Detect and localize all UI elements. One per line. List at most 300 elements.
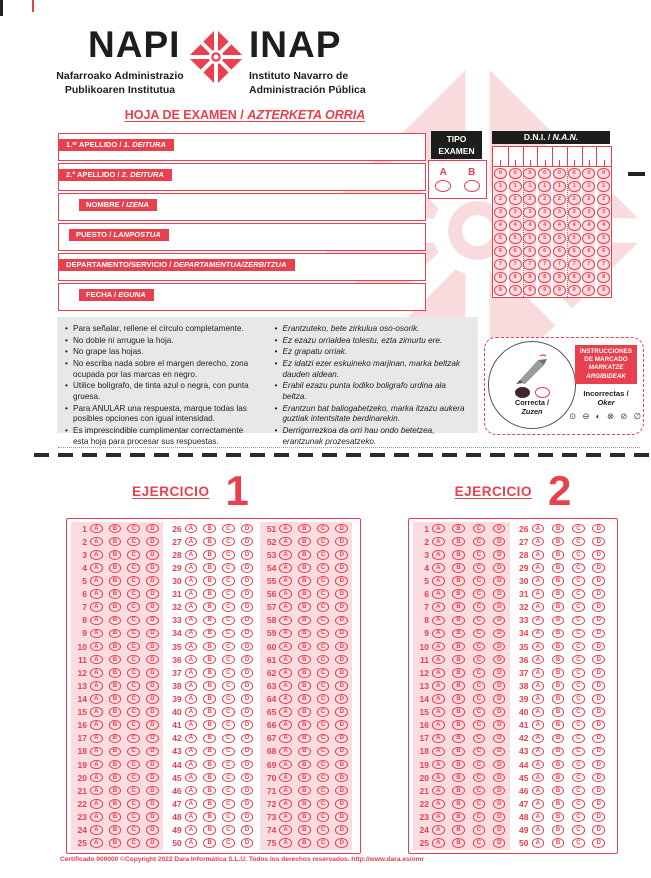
- answer-bubble-q10-D[interactable]: D: [493, 642, 506, 652]
- answer-bubble-q23-A[interactable]: A: [90, 812, 103, 822]
- dni-bubble-col4-digit1[interactable]: 1: [538, 181, 551, 192]
- answer-bubble-q27-B[interactable]: B: [203, 537, 216, 547]
- answer-bubble-q26-D[interactable]: D: [241, 524, 254, 534]
- answer-bubble-q46-C[interactable]: C: [572, 786, 585, 796]
- answer-bubble-q27-A[interactable]: A: [185, 537, 198, 547]
- answer-bubble-q5-A[interactable]: A: [90, 576, 103, 586]
- dni-bubble-col8-digit6[interactable]: 6: [597, 246, 610, 257]
- answer-bubble-q68-D[interactable]: D: [335, 747, 348, 757]
- dni-write-cell-5[interactable]: [552, 147, 567, 166]
- answer-bubble-q5-A[interactable]: A: [432, 576, 445, 586]
- answer-bubble-q69-A[interactable]: A: [279, 760, 292, 770]
- answer-bubble-q45-B[interactable]: B: [552, 773, 565, 783]
- dni-bubble-col5-digit4[interactable]: 4: [553, 220, 566, 231]
- tipo-bubble-B[interactable]: [464, 180, 480, 192]
- dni-write-cell-6[interactable]: [567, 147, 582, 166]
- answer-bubble-q2-D[interactable]: D: [146, 537, 159, 547]
- dni-bubble-col5-digit6[interactable]: 6: [553, 246, 566, 257]
- answer-bubble-q65-B[interactable]: B: [298, 707, 311, 717]
- answer-bubble-q40-A[interactable]: A: [532, 707, 545, 717]
- dni-bubble-col4-digit4[interactable]: 4: [538, 220, 551, 231]
- answer-bubble-q51-D[interactable]: D: [335, 524, 348, 534]
- answer-bubble-q67-A[interactable]: A: [279, 734, 292, 744]
- answer-bubble-q59-C[interactable]: C: [317, 629, 330, 639]
- answer-bubble-q10-C[interactable]: C: [127, 642, 140, 652]
- answer-bubble-q29-B[interactable]: B: [552, 563, 565, 573]
- dni-bubble-col2-digit5[interactable]: 5: [509, 233, 522, 244]
- answer-bubble-q18-D[interactable]: D: [493, 747, 506, 757]
- dni-bubble-col4-digit7[interactable]: 7: [538, 259, 551, 270]
- answer-bubble-q32-D[interactable]: D: [592, 602, 605, 612]
- dni-bubble-col4-digit6[interactable]: 6: [538, 246, 551, 257]
- answer-bubble-q61-C[interactable]: C: [317, 655, 330, 665]
- answer-bubble-q4-A[interactable]: A: [432, 563, 445, 573]
- answer-bubble-q50-C[interactable]: C: [572, 838, 585, 848]
- answer-bubble-q73-A[interactable]: A: [279, 812, 292, 822]
- answer-bubble-q52-A[interactable]: A: [279, 537, 292, 547]
- answer-bubble-q62-A[interactable]: A: [279, 668, 292, 678]
- answer-bubble-q62-B[interactable]: B: [298, 668, 311, 678]
- answer-bubble-q7-B[interactable]: B: [109, 602, 122, 612]
- answer-bubble-q25-D[interactable]: D: [493, 838, 506, 848]
- answer-bubble-q53-B[interactable]: B: [298, 550, 311, 560]
- answer-bubble-q4-C[interactable]: C: [127, 563, 140, 573]
- answer-bubble-q50-D[interactable]: D: [592, 838, 605, 848]
- answer-bubble-q51-C[interactable]: C: [317, 524, 330, 534]
- answer-bubble-q70-C[interactable]: C: [317, 773, 330, 783]
- answer-bubble-q13-A[interactable]: A: [90, 681, 103, 691]
- answer-bubble-q38-A[interactable]: A: [185, 681, 198, 691]
- answer-bubble-q7-C[interactable]: C: [127, 602, 140, 612]
- answer-bubble-q21-D[interactable]: D: [493, 786, 506, 796]
- answer-bubble-q52-B[interactable]: B: [298, 537, 311, 547]
- answer-bubble-q31-B[interactable]: B: [203, 589, 216, 599]
- answer-bubble-q37-D[interactable]: D: [241, 668, 254, 678]
- answer-bubble-q20-B[interactable]: B: [109, 773, 122, 783]
- answer-bubble-q17-A[interactable]: A: [90, 734, 103, 744]
- answer-bubble-q50-B[interactable]: B: [552, 838, 565, 848]
- answer-bubble-q15-C[interactable]: C: [127, 707, 140, 717]
- answer-bubble-q62-C[interactable]: C: [317, 668, 330, 678]
- answer-bubble-q23-D[interactable]: D: [146, 812, 159, 822]
- answer-bubble-q28-C[interactable]: C: [572, 550, 585, 560]
- answer-bubble-q25-D[interactable]: D: [146, 838, 159, 848]
- answer-bubble-q43-D[interactable]: D: [592, 747, 605, 757]
- answer-bubble-q42-C[interactable]: C: [572, 734, 585, 744]
- answer-bubble-q31-B[interactable]: B: [552, 589, 565, 599]
- dni-bubble-col1-digit8[interactable]: 8: [494, 272, 507, 283]
- answer-bubble-q5-B[interactable]: B: [452, 576, 465, 586]
- answer-bubble-q65-A[interactable]: A: [279, 707, 292, 717]
- answer-bubble-q33-D[interactable]: D: [241, 616, 254, 626]
- answer-bubble-q15-C[interactable]: C: [473, 707, 486, 717]
- answer-bubble-q26-C[interactable]: C: [572, 524, 585, 534]
- answer-bubble-q33-B[interactable]: B: [203, 616, 216, 626]
- answer-bubble-q38-A[interactable]: A: [532, 681, 545, 691]
- answer-bubble-q47-A[interactable]: A: [185, 799, 198, 809]
- answer-bubble-q21-D[interactable]: D: [146, 786, 159, 796]
- answer-bubble-q8-B[interactable]: B: [452, 616, 465, 626]
- answer-bubble-q28-A[interactable]: A: [185, 550, 198, 560]
- answer-bubble-q26-C[interactable]: C: [222, 524, 235, 534]
- answer-bubble-q7-B[interactable]: B: [452, 602, 465, 612]
- answer-bubble-q51-B[interactable]: B: [298, 524, 311, 534]
- answer-bubble-q54-A[interactable]: A: [279, 563, 292, 573]
- answer-bubble-q15-B[interactable]: B: [452, 707, 465, 717]
- answer-bubble-q67-C[interactable]: C: [317, 734, 330, 744]
- answer-bubble-q14-C[interactable]: C: [127, 694, 140, 704]
- tipo-bubble-A[interactable]: [435, 180, 451, 192]
- answer-bubble-q71-A[interactable]: A: [279, 786, 292, 796]
- answer-bubble-q3-A[interactable]: A: [90, 550, 103, 560]
- answer-bubble-q49-B[interactable]: B: [552, 825, 565, 835]
- answer-bubble-q23-B[interactable]: B: [109, 812, 122, 822]
- answer-bubble-q55-B[interactable]: B: [298, 576, 311, 586]
- answer-bubble-q54-D[interactable]: D: [335, 563, 348, 573]
- answer-bubble-q49-B[interactable]: B: [203, 825, 216, 835]
- dni-bubble-col3-digit2[interactable]: 2: [523, 194, 536, 205]
- answer-bubble-q34-B[interactable]: B: [552, 629, 565, 639]
- answer-bubble-q18-D[interactable]: D: [146, 747, 159, 757]
- answer-bubble-q48-A[interactable]: A: [185, 812, 198, 822]
- answer-bubble-q63-A[interactable]: A: [279, 681, 292, 691]
- answer-bubble-q30-B[interactable]: B: [552, 576, 565, 586]
- answer-bubble-q5-D[interactable]: D: [146, 576, 159, 586]
- answer-bubble-q3-A[interactable]: A: [432, 550, 445, 560]
- answer-bubble-q8-D[interactable]: D: [493, 616, 506, 626]
- dni-bubble-col4-digit5[interactable]: 5: [538, 233, 551, 244]
- dni-bubble-col2-digit7[interactable]: 7: [509, 259, 522, 270]
- dni-bubble-col5-digit0[interactable]: 0: [553, 168, 566, 179]
- answer-bubble-q35-C[interactable]: C: [572, 642, 585, 652]
- field-input-5[interactable]: [59, 266, 425, 280]
- answer-bubble-q38-D[interactable]: D: [592, 681, 605, 691]
- answer-bubble-q50-C[interactable]: C: [222, 838, 235, 848]
- answer-bubble-q4-B[interactable]: B: [109, 563, 122, 573]
- answer-bubble-q46-A[interactable]: A: [532, 786, 545, 796]
- answer-bubble-q1-C[interactable]: C: [127, 524, 140, 534]
- answer-bubble-q63-C[interactable]: C: [317, 681, 330, 691]
- answer-bubble-q22-C[interactable]: C: [127, 799, 140, 809]
- answer-bubble-q6-B[interactable]: B: [109, 589, 122, 599]
- answer-bubble-q57-C[interactable]: C: [317, 602, 330, 612]
- answer-bubble-q4-C[interactable]: C: [473, 563, 486, 573]
- answer-bubble-q22-D[interactable]: D: [146, 799, 159, 809]
- answer-bubble-q17-C[interactable]: C: [127, 734, 140, 744]
- answer-bubble-q18-A[interactable]: A: [432, 747, 445, 757]
- answer-bubble-q26-B[interactable]: B: [203, 524, 216, 534]
- answer-bubble-q42-A[interactable]: A: [532, 734, 545, 744]
- answer-bubble-q37-A[interactable]: A: [532, 668, 545, 678]
- answer-bubble-q5-C[interactable]: C: [473, 576, 486, 586]
- answer-bubble-q49-A[interactable]: A: [185, 825, 198, 835]
- answer-bubble-q19-C[interactable]: C: [127, 760, 140, 770]
- answer-bubble-q26-A[interactable]: A: [185, 524, 198, 534]
- answer-bubble-q17-C[interactable]: C: [473, 734, 486, 744]
- answer-bubble-q66-B[interactable]: B: [298, 720, 311, 730]
- answer-bubble-q17-B[interactable]: B: [109, 734, 122, 744]
- answer-bubble-q35-D[interactable]: D: [241, 642, 254, 652]
- answer-bubble-q48-D[interactable]: D: [592, 812, 605, 822]
- answer-bubble-q47-C[interactable]: C: [572, 799, 585, 809]
- answer-bubble-q58-D[interactable]: D: [335, 616, 348, 626]
- answer-bubble-q20-B[interactable]: B: [452, 773, 465, 783]
- answer-bubble-q18-C[interactable]: C: [473, 747, 486, 757]
- answer-bubble-q74-D[interactable]: D: [335, 825, 348, 835]
- answer-bubble-q43-D[interactable]: D: [241, 747, 254, 757]
- answer-bubble-q44-A[interactable]: A: [532, 760, 545, 770]
- answer-bubble-q47-B[interactable]: B: [552, 799, 565, 809]
- answer-bubble-q52-D[interactable]: D: [335, 537, 348, 547]
- answer-bubble-q39-B[interactable]: B: [203, 694, 216, 704]
- answer-bubble-q72-C[interactable]: C: [317, 799, 330, 809]
- answer-bubble-q39-B[interactable]: B: [552, 694, 565, 704]
- answer-bubble-q41-D[interactable]: D: [241, 720, 254, 730]
- answer-bubble-q29-A[interactable]: A: [532, 563, 545, 573]
- answer-bubble-q28-D[interactable]: D: [592, 550, 605, 560]
- dni-bubble-col7-digit7[interactable]: 7: [582, 259, 595, 270]
- dni-bubble-col6-digit0[interactable]: 0: [568, 168, 581, 179]
- dni-bubble-col1-digit2[interactable]: 2: [494, 194, 507, 205]
- answer-bubble-q16-C[interactable]: C: [127, 720, 140, 730]
- answer-bubble-q1-B[interactable]: B: [452, 524, 465, 534]
- answer-bubble-q66-D[interactable]: D: [335, 720, 348, 730]
- answer-bubble-q50-A[interactable]: A: [532, 838, 545, 848]
- dni-bubble-col5-digit3[interactable]: 3: [553, 207, 566, 218]
- dni-bubble-col8-digit7[interactable]: 7: [597, 259, 610, 270]
- answer-bubble-q6-C[interactable]: C: [127, 589, 140, 599]
- answer-bubble-q61-B[interactable]: B: [298, 655, 311, 665]
- dni-bubble-col5-digit8[interactable]: 8: [553, 272, 566, 283]
- answer-bubble-q36-C[interactable]: C: [572, 655, 585, 665]
- answer-bubble-q24-C[interactable]: C: [127, 825, 140, 835]
- answer-bubble-q48-B[interactable]: B: [203, 812, 216, 822]
- answer-bubble-q3-C[interactable]: C: [127, 550, 140, 560]
- answer-bubble-q46-C[interactable]: C: [222, 786, 235, 796]
- answer-bubble-q59-A[interactable]: A: [279, 629, 292, 639]
- answer-bubble-q49-D[interactable]: D: [592, 825, 605, 835]
- answer-bubble-q6-D[interactable]: D: [493, 589, 506, 599]
- answer-bubble-q19-D[interactable]: D: [493, 760, 506, 770]
- answer-bubble-q41-C[interactable]: C: [572, 720, 585, 730]
- dni-bubble-col7-digit1[interactable]: 1: [582, 181, 595, 192]
- answer-bubble-q15-D[interactable]: D: [146, 707, 159, 717]
- answer-bubble-q41-D[interactable]: D: [592, 720, 605, 730]
- answer-bubble-q3-D[interactable]: D: [146, 550, 159, 560]
- answer-bubble-q1-A[interactable]: A: [432, 524, 445, 534]
- answer-bubble-q35-B[interactable]: B: [203, 642, 216, 652]
- answer-bubble-q7-D[interactable]: D: [493, 602, 506, 612]
- answer-bubble-q37-C[interactable]: C: [572, 668, 585, 678]
- answer-bubble-q19-B[interactable]: B: [109, 760, 122, 770]
- answer-bubble-q29-C[interactable]: C: [222, 563, 235, 573]
- dni-write-cell-2[interactable]: [508, 147, 523, 166]
- answer-bubble-q11-C[interactable]: C: [127, 655, 140, 665]
- answer-bubble-q13-D[interactable]: D: [493, 681, 506, 691]
- answer-bubble-q30-A[interactable]: A: [185, 576, 198, 586]
- answer-bubble-q74-A[interactable]: A: [279, 825, 292, 835]
- answer-bubble-q9-B[interactable]: B: [109, 629, 122, 639]
- answer-bubble-q26-B[interactable]: B: [552, 524, 565, 534]
- answer-bubble-q29-B[interactable]: B: [203, 563, 216, 573]
- answer-bubble-q31-D[interactable]: D: [592, 589, 605, 599]
- answer-bubble-q39-A[interactable]: A: [185, 694, 198, 704]
- answer-bubble-q34-B[interactable]: B: [203, 629, 216, 639]
- answer-bubble-q50-B[interactable]: B: [203, 838, 216, 848]
- answer-bubble-q33-A[interactable]: A: [532, 616, 545, 626]
- answer-bubble-q14-A[interactable]: A: [432, 694, 445, 704]
- answer-bubble-q28-B[interactable]: B: [552, 550, 565, 560]
- answer-bubble-q8-A[interactable]: A: [90, 616, 103, 626]
- dni-write-cell-3[interactable]: [523, 147, 538, 166]
- answer-bubble-q16-D[interactable]: D: [493, 720, 506, 730]
- answer-bubble-q24-B[interactable]: B: [109, 825, 122, 835]
- answer-bubble-q66-C[interactable]: C: [317, 720, 330, 730]
- answer-bubble-q15-A[interactable]: A: [90, 707, 103, 717]
- answer-bubble-q2-C[interactable]: C: [473, 537, 486, 547]
- answer-bubble-q33-C[interactable]: C: [572, 616, 585, 626]
- answer-bubble-q45-D[interactable]: D: [241, 773, 254, 783]
- answer-bubble-q37-B[interactable]: B: [203, 668, 216, 678]
- dni-bubble-col3-digit8[interactable]: 8: [523, 272, 536, 283]
- answer-bubble-q32-A[interactable]: A: [185, 602, 198, 612]
- dni-bubble-col2-digit9[interactable]: 9: [509, 285, 522, 296]
- answer-bubble-q12-A[interactable]: A: [90, 668, 103, 678]
- answer-bubble-q28-D[interactable]: D: [241, 550, 254, 560]
- answer-bubble-q8-A[interactable]: A: [432, 616, 445, 626]
- dni-bubble-col1-digit3[interactable]: 3: [494, 207, 507, 218]
- answer-bubble-q46-A[interactable]: A: [185, 786, 198, 796]
- answer-bubble-q7-A[interactable]: A: [432, 602, 445, 612]
- answer-bubble-q9-A[interactable]: A: [432, 629, 445, 639]
- dni-bubble-col1-digit6[interactable]: 6: [494, 246, 507, 257]
- answer-bubble-q45-B[interactable]: B: [203, 773, 216, 783]
- answer-bubble-q52-C[interactable]: C: [317, 537, 330, 547]
- answer-bubble-q10-B[interactable]: B: [109, 642, 122, 652]
- answer-bubble-q11-D[interactable]: D: [146, 655, 159, 665]
- answer-bubble-q63-B[interactable]: B: [298, 681, 311, 691]
- answer-bubble-q44-D[interactable]: D: [241, 760, 254, 770]
- answer-bubble-q19-B[interactable]: B: [452, 760, 465, 770]
- answer-bubble-q6-C[interactable]: C: [473, 589, 486, 599]
- answer-bubble-q68-A[interactable]: A: [279, 747, 292, 757]
- answer-bubble-q35-A[interactable]: A: [532, 642, 545, 652]
- answer-bubble-q8-B[interactable]: B: [109, 616, 122, 626]
- answer-bubble-q39-C[interactable]: C: [222, 694, 235, 704]
- answer-bubble-q29-D[interactable]: D: [592, 563, 605, 573]
- answer-bubble-q12-D[interactable]: D: [493, 668, 506, 678]
- answer-bubble-q26-A[interactable]: A: [532, 524, 545, 534]
- answer-bubble-q14-B[interactable]: B: [109, 694, 122, 704]
- dni-bubble-col7-digit0[interactable]: 0: [582, 168, 595, 179]
- answer-bubble-q16-D[interactable]: D: [146, 720, 159, 730]
- answer-bubble-q5-B[interactable]: B: [109, 576, 122, 586]
- dni-bubble-col6-digit8[interactable]: 8: [568, 272, 581, 283]
- dni-bubble-col7-digit6[interactable]: 6: [582, 246, 595, 257]
- answer-bubble-q25-C[interactable]: C: [473, 838, 486, 848]
- answer-bubble-q37-A[interactable]: A: [185, 668, 198, 678]
- answer-bubble-q10-A[interactable]: A: [432, 642, 445, 652]
- answer-bubble-q1-D[interactable]: D: [146, 524, 159, 534]
- answer-bubble-q42-C[interactable]: C: [222, 734, 235, 744]
- answer-bubble-q54-B[interactable]: B: [298, 563, 311, 573]
- answer-bubble-q30-D[interactable]: D: [241, 576, 254, 586]
- dni-bubble-col6-digit1[interactable]: 1: [568, 181, 581, 192]
- answer-bubble-q2-C[interactable]: C: [127, 537, 140, 547]
- answer-bubble-q24-D[interactable]: D: [493, 825, 506, 835]
- answer-bubble-q13-B[interactable]: B: [109, 681, 122, 691]
- answer-bubble-q40-B[interactable]: B: [552, 707, 565, 717]
- answer-bubble-q12-C[interactable]: C: [127, 668, 140, 678]
- answer-bubble-q41-B[interactable]: B: [552, 720, 565, 730]
- answer-bubble-q7-D[interactable]: D: [146, 602, 159, 612]
- answer-bubble-q22-B[interactable]: B: [109, 799, 122, 809]
- dni-bubble-col8-digit3[interactable]: 3: [597, 207, 610, 218]
- answer-bubble-q70-A[interactable]: A: [279, 773, 292, 783]
- answer-bubble-q29-A[interactable]: A: [185, 563, 198, 573]
- answer-bubble-q49-C[interactable]: C: [222, 825, 235, 835]
- dni-bubble-col2-digit6[interactable]: 6: [509, 246, 522, 257]
- answer-bubble-q29-C[interactable]: C: [572, 563, 585, 573]
- dni-bubble-col5-digit9[interactable]: 9: [553, 285, 566, 296]
- answer-bubble-q25-C[interactable]: C: [127, 838, 140, 848]
- answer-bubble-q9-D[interactable]: D: [146, 629, 159, 639]
- answer-bubble-q14-A[interactable]: A: [90, 694, 103, 704]
- answer-bubble-q30-C[interactable]: C: [572, 576, 585, 586]
- answer-bubble-q60-D[interactable]: D: [335, 642, 348, 652]
- answer-bubble-q24-D[interactable]: D: [146, 825, 159, 835]
- answer-bubble-q43-B[interactable]: B: [552, 747, 565, 757]
- dni-bubble-col1-digit0[interactable]: 0: [494, 168, 507, 179]
- answer-bubble-q64-D[interactable]: D: [335, 694, 348, 704]
- answer-bubble-q11-A[interactable]: A: [432, 655, 445, 665]
- answer-bubble-q9-C[interactable]: C: [473, 629, 486, 639]
- answer-bubble-q16-B[interactable]: B: [452, 720, 465, 730]
- answer-bubble-q34-A[interactable]: A: [185, 629, 198, 639]
- dni-bubble-col3-digit7[interactable]: 7: [523, 259, 536, 270]
- answer-bubble-q24-A[interactable]: A: [90, 825, 103, 835]
- answer-bubble-q16-A[interactable]: A: [432, 720, 445, 730]
- answer-bubble-q17-D[interactable]: D: [146, 734, 159, 744]
- answer-bubble-q36-D[interactable]: D: [241, 655, 254, 665]
- answer-bubble-q68-C[interactable]: C: [317, 747, 330, 757]
- answer-bubble-q35-C[interactable]: C: [222, 642, 235, 652]
- answer-bubble-q60-C[interactable]: C: [317, 642, 330, 652]
- dni-bubble-col3-digit6[interactable]: 6: [523, 246, 536, 257]
- answer-bubble-q12-B[interactable]: B: [109, 668, 122, 678]
- answer-bubble-q64-C[interactable]: C: [317, 694, 330, 704]
- dni-bubble-col5-digit7[interactable]: 7: [553, 259, 566, 270]
- answer-bubble-q18-B[interactable]: B: [452, 747, 465, 757]
- dni-bubble-col1-digit4[interactable]: 4: [494, 220, 507, 231]
- dni-bubble-col3-digit5[interactable]: 5: [523, 233, 536, 244]
- answer-bubble-q11-D[interactable]: D: [493, 655, 506, 665]
- answer-bubble-q45-A[interactable]: A: [185, 773, 198, 783]
- answer-bubble-q64-B[interactable]: B: [298, 694, 311, 704]
- answer-bubble-q41-A[interactable]: A: [532, 720, 545, 730]
- dni-bubble-col8-digit2[interactable]: 2: [597, 194, 610, 205]
- dni-bubble-col7-digit8[interactable]: 8: [582, 272, 595, 283]
- answer-bubble-q53-A[interactable]: A: [279, 550, 292, 560]
- answer-bubble-q31-A[interactable]: A: [532, 589, 545, 599]
- answer-bubble-q30-B[interactable]: B: [203, 576, 216, 586]
- answer-bubble-q12-A[interactable]: A: [432, 668, 445, 678]
- answer-bubble-q15-A[interactable]: A: [432, 707, 445, 717]
- answer-bubble-q56-D[interactable]: D: [335, 589, 348, 599]
- answer-bubble-q32-C[interactable]: C: [572, 602, 585, 612]
- answer-bubble-q3-D[interactable]: D: [493, 550, 506, 560]
- answer-bubble-q8-C[interactable]: C: [127, 616, 140, 626]
